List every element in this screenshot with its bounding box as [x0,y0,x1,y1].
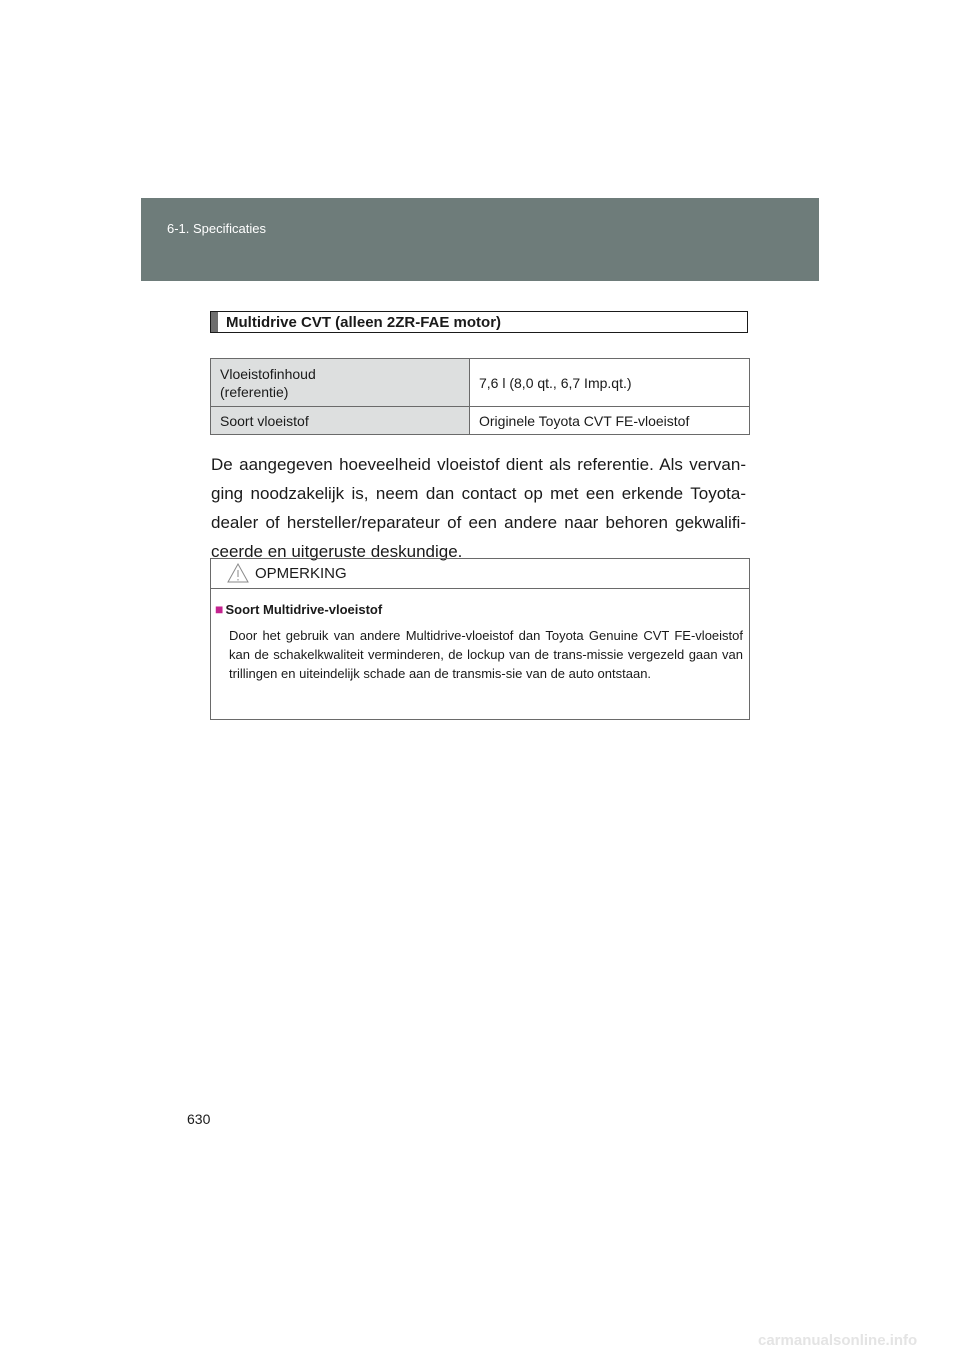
body-paragraph: De aangegeven hoeveelheid vloeistof dient als referentie. Als vervan-ging noodzakelijk is, neem dan contact op met een erkende Toyota-dealer of hersteller/reparateur of een andere naar behoren gekwalifi-ceerde en uitgeruste deskundige. [211,455,746,561]
note-box [210,558,750,720]
bullet-square-icon: ■ [215,601,224,617]
label-line: (referentie) [220,383,289,400]
note-subtitle-text: Soort Multidrive-vloeistof [225,602,383,617]
table-row [211,407,750,435]
section-title: Multidrive CVT (alleen 2ZR-FAE motor) [226,314,502,331]
svg-text:carmanualsonline.info: carmanualsonline.info [758,1332,918,1349]
note-subtitle [215,601,382,617]
section-header-band [141,198,819,281]
note-label: OPMERKING [255,565,347,582]
note-body: Door het gebruik van andere Multidrive-vloeistof dan Toyota Genuine CVT FE-vloeistof kan de schakelkwaliteit verminderen, de lockup van de trans-missie vergezeld gaan van trillingen en uiteindelijk schade aan de transmis-sie van de auto ontstaan. [229,628,743,681]
note-header [211,559,749,589]
section-title-box [210,311,748,333]
warning-triangle-icon [227,563,249,588]
table-cell-label [211,407,470,435]
table-cell-label [211,359,470,407]
watermark-logo [758,1329,948,1351]
page-number: 630 [187,1111,211,1127]
spec-table [210,358,750,435]
label-line: Soort vloeistof [220,412,309,429]
label-line: Vloeistofinhoud [220,365,316,382]
section-label: 6-1. Specificaties [167,221,266,236]
table-row [211,359,750,407]
table-cell-value: 7,6 l (8,0 qt., 6,7 Imp.qt.) [470,359,750,407]
table-cell-value: Originele Toyota CVT FE-vloeistof [470,407,750,435]
title-accent-bar [211,312,218,332]
